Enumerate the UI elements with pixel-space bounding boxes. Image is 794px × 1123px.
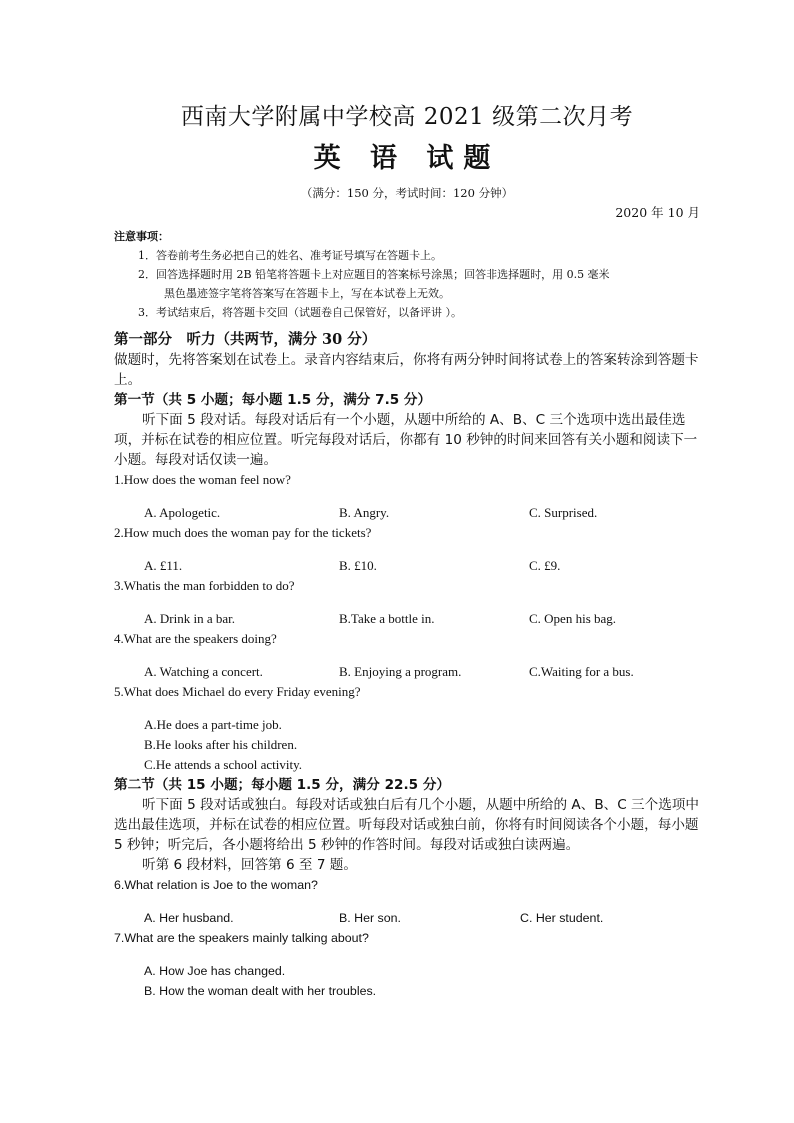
question-2	[114, 523, 700, 576]
exam-title: 西南大学附属中学校高 2021 级第二次月考	[180, 104, 634, 130]
option-a: A. £11.	[144, 558, 183, 573]
option-c: C.Waiting for a bus.	[529, 664, 634, 679]
option-b: B. How the woman dealt with her troubles.	[144, 984, 377, 998]
option-b: B. Enjoying a program.	[339, 664, 462, 679]
options-row	[114, 556, 700, 576]
option-a: A. Watching a concert.	[144, 664, 263, 679]
question-text: 1.How does the woman feel now?	[114, 472, 291, 487]
question-text: 3.Whatis the man forbidden to do?	[114, 578, 295, 593]
part1-intro: 做题时，先将答案划在试卷上。录音内容结束后，你将有两分钟时间将试卷上的答案转涂到答题卡上。	[114, 352, 699, 388]
option-c: C. Her student.	[520, 911, 604, 925]
question-text: 4.What are the speakers doing?	[114, 631, 277, 646]
options-row	[114, 662, 700, 682]
note-item-2: 2．回答选择题时用 2B 铅笔将答题卡上对应题目的答案标号涂黑；回答非选择题时，用 0.5 毫米	[138, 268, 610, 281]
section2-heading: 第二节（共 15 小题；每小题 1.5 分，满分 22.5 分）	[114, 777, 451, 793]
option-a: A.He does a part-time job.	[144, 717, 282, 732]
question-text: 6.What relation is Joe to the woman?	[114, 878, 318, 892]
option-a: A. How Joe has changed.	[144, 964, 286, 978]
question-6	[114, 875, 700, 928]
section1-instructions: 听下面 5 段对话。每段对话后有一个小题，从题中所给的 A、B、C 三个选项中选出最佳选项，并标在试卷的相应位置。听完每段对话后，你都有 10 秒钟的时间来回答有关小题和阅读下一小题。每段对话仅读一遍。	[114, 412, 698, 468]
option-a: A. Apologetic.	[144, 505, 221, 520]
exam-date: 2020 年 10 月	[615, 205, 700, 220]
option-c: C. £9.	[529, 558, 561, 573]
options-row	[114, 503, 700, 523]
question-text: 5.What does Michael do every Friday evening?	[114, 684, 361, 699]
options-row	[114, 609, 700, 629]
option-b: B. Angry.	[339, 505, 390, 520]
option-c: C. Open his bag.	[529, 611, 617, 626]
notes-heading: 注意事项：	[114, 230, 169, 243]
part1-heading: 第一部分 听力（共两节，满分 30 分）	[114, 331, 377, 348]
question-1	[114, 470, 700, 523]
question-5	[114, 682, 700, 775]
question-4	[114, 629, 700, 682]
subject-title: 英 语 试题	[313, 143, 501, 174]
note-item-2-cont: 黑色墨迹签字笔将答案写在答题卡上，写在本试卷上无效。	[164, 287, 450, 300]
option-a: A. Drink in a bar.	[144, 611, 235, 626]
option-b: B. £10.	[339, 558, 377, 573]
exam-page	[114, 100, 700, 1001]
option-b: B. Her son.	[339, 911, 401, 925]
score-time-note: （满分：150 分，考试时间：120 分钟）	[300, 186, 514, 200]
option-b: B.Take a bottle in.	[339, 611, 435, 626]
material-note: 听第 6 段材料，回答第 6 至 7 题。	[142, 857, 357, 873]
options-row	[114, 908, 700, 928]
question-text: 7.What are the speakers mainly talking about?	[114, 931, 369, 945]
option-c: C. Surprised.	[529, 505, 598, 520]
section1-heading: 第一节（共 5 小题；每小题 1.5 分，满分 7.5 分）	[114, 392, 432, 408]
note-item-3: 3．考试结束后，将答题卡交回（试题卷自己保管好，以备评讲 ）。	[138, 306, 462, 319]
option-a: A. Her husband.	[144, 911, 234, 925]
note-item-1: 1．答卷前考生务必把自己的姓名、准考证号填写在答题卡上。	[138, 249, 442, 262]
option-b: B.He looks after his children.	[144, 737, 298, 752]
option-c: C.He attends a school activity.	[144, 757, 303, 772]
question-7	[114, 928, 700, 1001]
question-text: 2.How much does the woman pay for the tickets?	[114, 525, 372, 540]
section2-instructions: 听下面 5 段对话或独白。每段对话或独白后有几个小题，从题中所给的 A、B、C 三个选项中选出最佳选项，并标在试卷的相应位置。听每段对话或独白前，你将有时间阅读各个小题，每小题 5 秒钟；听完后，各小题将给出 5 秒钟的作答时间。每段对话或独白读两遍。	[114, 797, 700, 853]
question-3	[114, 576, 700, 629]
